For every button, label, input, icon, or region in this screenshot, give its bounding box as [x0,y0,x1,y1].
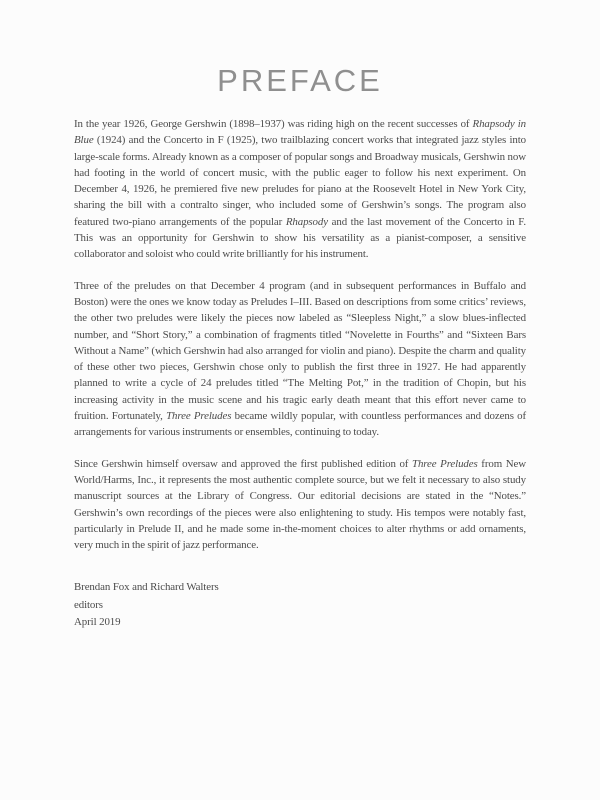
paragraph [74,278,526,441]
paragraph [74,116,526,263]
signature-date: April 2019 [74,616,121,629]
text-run: Since Gershwin himself oversaw and approved the first published edition of [74,457,412,470]
signature-block [74,579,526,632]
italic-text-run: Rhapsody [285,215,328,228]
page-content [74,0,526,632]
italic-text-run: Three Preludes [166,410,232,423]
paragraph [74,456,526,554]
signature-names: Brendan Fox and Richard Walters [74,581,219,594]
preface-paragraphs [74,116,526,553]
preface-body [74,116,526,632]
text-run: and the last movement of the Concerto in F. This was an opportunity for Gershwin to show his versatility as a pianist-composer, a sensitive collaborator and soloist who could write brilliantly for his instrument. [74,215,526,261]
text-run: Three of the preludes on that December 4 program (and in subsequent performances in Buffalo and Boston) were the ones we know today as Preludes I–III. Based on descriptions from some critics’ reviews, the other two preludes were likely the pieces now labeled as “Sleepless Night,” a slow blues-inflected number, and “Short Story,” a combination of fragments titled “Novelette in Fourths” and “Sixteen Bars Without a Name” (which Gershwin had also arranged for violin and piano). Despite the charm and quality of these other two pieces, Gershwin chose only to publish the first three in 1927. He had apparently planned to write a cycle of 24 preludes titled “The Melting Pot,” in the tradition of Chopin, but his increasing activity in the music scene and his tragic early death meant that this effort never came to fruition. Fortunately, [74,279,526,423]
signature-role: editors [74,598,103,611]
text-run: (1924) and the Concerto in F (1925), two trailblazing concert works that integrated jazz styles into large-scale forms. Already known as a composer of popular songs and Broadway musicals, Gershwin now had footing in the world of concert music, with the public eager to follow his next experiment. On December 4, 1926, he premiered five new preludes for piano at the Roosevelt Hotel in New York City, sharing the bill with a contralto singer, who included some of Gershwin’s songs. The program also featured two-piano arrangements of the popular [74,134,526,228]
italic-text-run: Rhapsody in Blue [74,118,526,147]
italic-text-run: Three Preludes [411,457,478,470]
text-run: from New World/Harms, Inc., it represents the most authentic complete source, but we felt it necessary to also study manuscript sources at the Library of Congress. Our editorial decisions are stated in the “Notes.” Gershwin’s own recordings of the pieces were also enlightening to study. His tempos were notably fast, particularly in Prelude II, and he made some in-the-moment choices to alter rhythms or add ornaments, very much in the spirit of jazz performance. [74,457,526,552]
text-run: In the year 1926, George Gershwin (1898–1937) was riding high on the recent successes of [74,118,473,130]
page-title: PREFACE [217,63,383,98]
text-run: became wildly popular, with countless performances and dozens of arrangements for various instruments or ensembles, continuing to today. [74,410,526,439]
